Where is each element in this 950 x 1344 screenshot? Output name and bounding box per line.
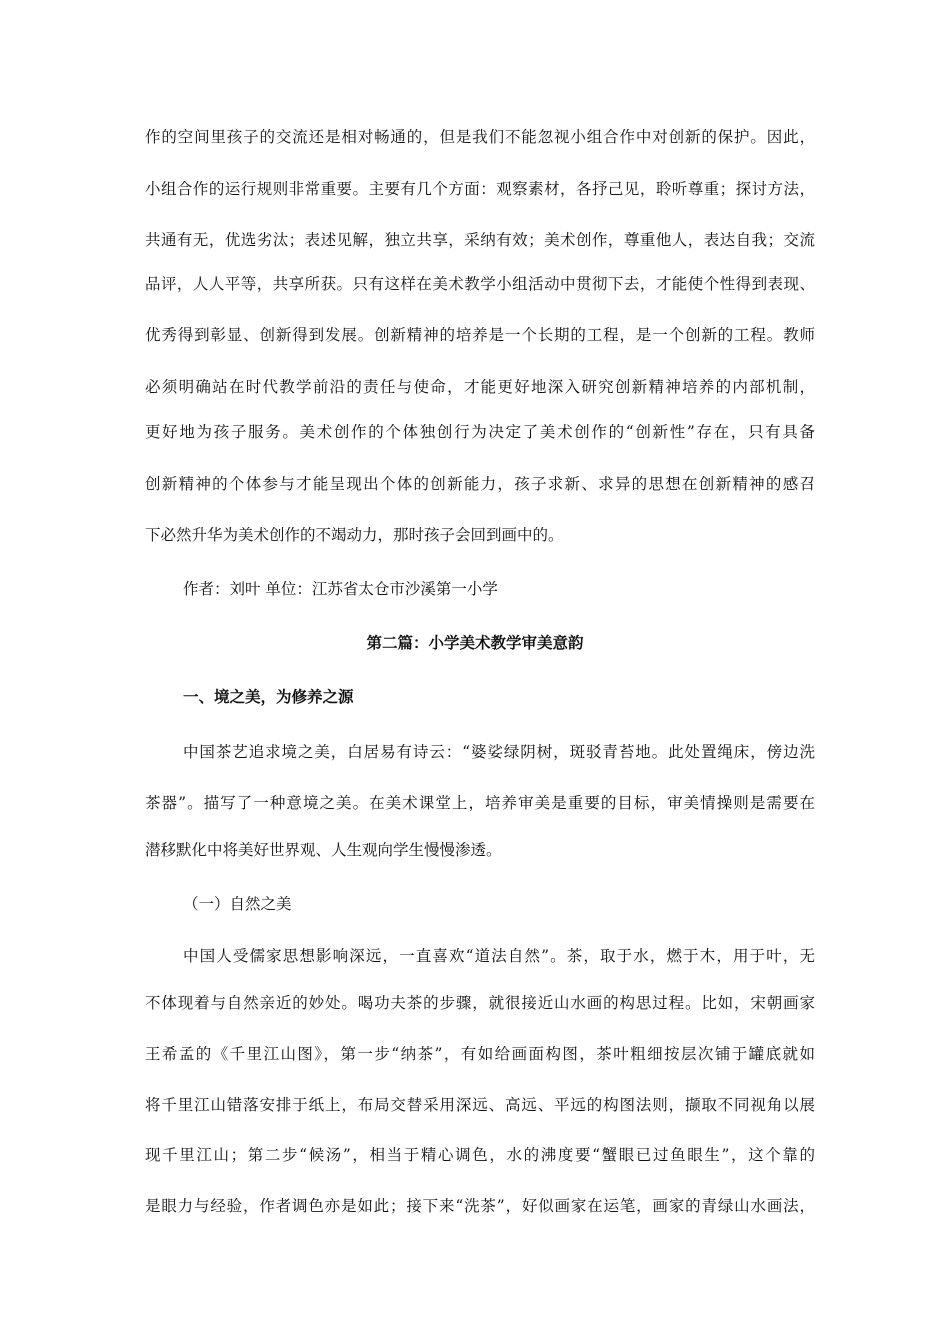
paragraph-1-line-6: 必须明确站在时代教学前沿的责任与使命，才能更好地深入研究创新精神培养的内部机制， (145, 378, 815, 396)
paragraph-1-line-4: 品评，人人平等，共享所获。只有这样在美术教学小组活动中贯彻下去，才能使个性得到表现、 (145, 275, 815, 293)
paragraph-3-line-1: 中国人受儒家思想影响深远，一直喜欢“道法自然”。茶，取于水，燃于木，用于叶，无 (183, 947, 815, 965)
paragraph-1-line-7: 更好地为孩子服务。美术创作的个体独创行为决定了美术创作的“创新性”存在，只有具备 (145, 423, 815, 441)
paragraph-3-line-5: 现千里江山；第二步“候汤”，相当于精心调色，水的沸度要“蟹眼已过鱼眼生”，这个靠的 (145, 1146, 815, 1164)
paragraph-1-line-5: 优秀得到彰显、创新得到发展。创新精神的培养是一个长期的工程，是一个创新的工程。教师 (145, 326, 815, 344)
paragraph-2-line-3: 潜移默化中将美好世界观、人生观向学生慢慢渗透。 (145, 841, 502, 859)
subheading-1: （一）自然之美 (183, 895, 292, 913)
paragraph-3-line-4: 将千里江山错落安排于纸上，布局交替采用深远、高远、平远的构图法则，撷取不同视角以展 (145, 1096, 815, 1114)
paragraph-1-line-9: 下必然升华为美术创作的不竭动力，那时孩子会回到画中的。 (145, 526, 564, 544)
paragraph-2-line-1: 中国茶艺追求境之美，白居易有诗云：“婆娑绿阴树，斑驳青苔地。此处置绳床，傍边洗 (183, 743, 815, 761)
section-title: 第二篇：小学美术教学审美意韵 (366, 633, 584, 652)
heading-1: 一、境之美，为修养之源 (183, 687, 354, 706)
paragraph-3-line-3: 王希孟的《千里江山图》，第一步“纳茶”，有如给画面构图，茶叶粗细按层次铺于罐底就如 (145, 1045, 815, 1063)
paragraph-1-line-2: 小组合作的运行规则非常重要。主要有几个方面：观察素材，各抒己见，聆听尊重；探讨方法， (145, 180, 815, 198)
paragraph-2-line-2: 茶器”。描写了一种意境之美。在美术课堂上，培养审美是重要的目标，审美情操则是需要在 (145, 794, 815, 812)
author-line: 作者：刘叶 单位：江苏省太仓市沙溪第一小学 (183, 580, 498, 598)
paragraph-3-line-2: 不体现着与自然亲近的妙处。喝功夫茶的步骤，就很接近山水画的构思过程。比如，宋朝画家 (145, 994, 815, 1012)
paragraph-3-line-6: 是眼力与经验，作者调色亦是如此；接下来“洗茶”，好似画家在运笔，画家的青绿山水画法， (145, 1197, 815, 1215)
paragraph-1-line-3: 共通有无，优选劣汰；表述见解，独立共享，采纳有效；美术创作，尊重他人，表达自我；交流 (145, 231, 815, 249)
paragraph-1-line-8: 创新精神的个体参与才能呈现出个体的创新能力，孩子求新、求异的思想在创新精神的感召 (145, 475, 815, 493)
paragraph-1-line-1: 作的空间里孩子的交流还是相对畅通的，但是我们不能忽视小组合作中对创新的保护。因此， (145, 128, 815, 146)
